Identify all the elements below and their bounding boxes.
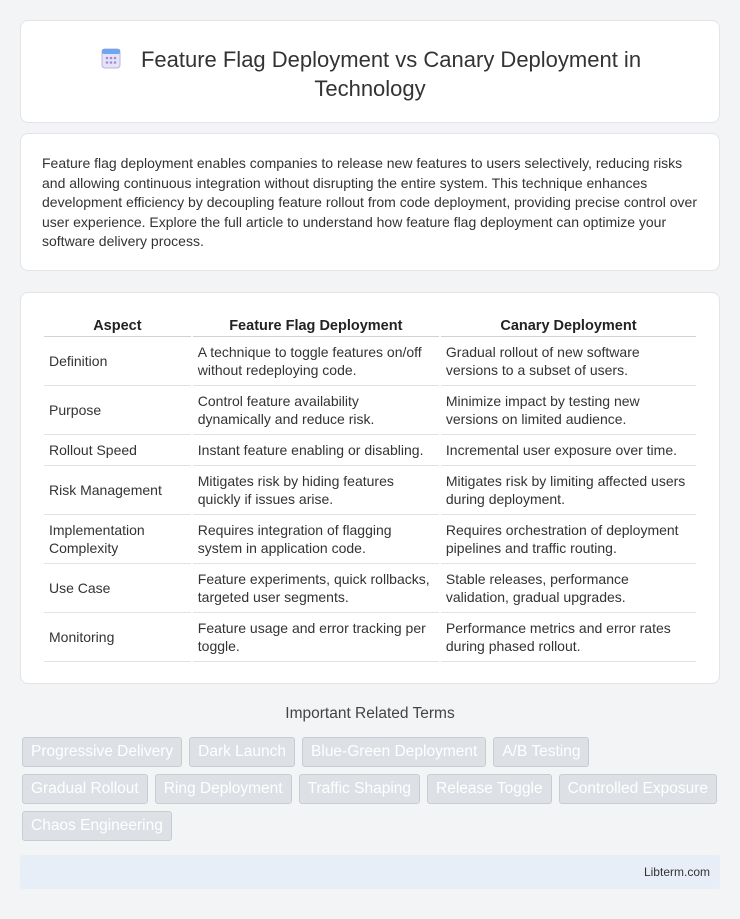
- footer-bar: [20, 855, 720, 889]
- tag-ab-testing[interactable]: A/B Testing: [493, 737, 589, 767]
- table-row: [44, 466, 696, 515]
- cell-aspect: Implementation Complexity: [44, 515, 191, 564]
- page-title: Feature Flag Deployment vs Canary Deployment in Technology: [140, 47, 642, 101]
- header-feature-flag: Feature Flag Deployment: [193, 315, 439, 337]
- tag-controlled-exposure[interactable]: Controlled Exposure: [559, 774, 717, 804]
- cell-feature-flag: Requires integration of flagging system in application code.: [193, 515, 439, 564]
- page-title-wrap: [21, 45, 719, 103]
- cell-feature-flag: Mitigates risk by hiding features quickly if issues arise.: [193, 466, 439, 515]
- cell-canary: Requires orchestration of deployment pipelines and traffic routing.: [441, 515, 696, 564]
- header-aspect: Aspect: [44, 315, 191, 337]
- title-card: [20, 20, 720, 123]
- cell-canary: Gradual rollout of new software versions to a subset of users.: [441, 337, 696, 386]
- table-row: [44, 564, 696, 613]
- cell-aspect: Purpose: [44, 386, 191, 435]
- tag-row: [22, 811, 722, 841]
- intro-card: [20, 133, 720, 271]
- cell-canary: Stable releases, performance validation, gradual upgrades.: [441, 564, 696, 613]
- tag-ring-deployment[interactable]: Ring Deployment: [155, 774, 292, 804]
- table-row: [44, 515, 696, 564]
- related-terms-title: Important Related Terms: [285, 705, 455, 722]
- cell-canary: Incremental user exposure over time.: [441, 435, 696, 466]
- tag-row: [22, 737, 722, 767]
- cell-aspect: Rollout Speed: [44, 435, 191, 466]
- tag-row: [22, 774, 722, 804]
- cell-aspect: Risk Management: [44, 466, 191, 515]
- cell-feature-flag: Feature experiments, quick rollbacks, targeted user segments.: [193, 564, 439, 613]
- document-calendar-icon: [99, 46, 123, 70]
- table-row: [44, 386, 696, 435]
- cell-canary: Minimize impact by testing new versions on limited audience.: [441, 386, 696, 435]
- header-canary: Canary Deployment: [441, 315, 696, 337]
- tag-chaos-engineering[interactable]: Chaos Engineering: [22, 811, 172, 841]
- related-terms-list: [22, 737, 722, 848]
- cell-aspect: Use Case: [44, 564, 191, 613]
- footer-site-link[interactable]: Libterm.com: [643, 865, 710, 879]
- cell-feature-flag: Feature usage and error tracking per toggle.: [193, 613, 439, 662]
- cell-feature-flag: Instant feature enabling or disabling.: [193, 435, 439, 466]
- cell-feature-flag: Control feature availability dynamically and reduce risk.: [193, 386, 439, 435]
- tag-gradual-rollout[interactable]: Gradual Rollout: [22, 774, 148, 804]
- table-row: [44, 613, 696, 662]
- cell-canary: Mitigates risk by limiting affected users during deployment.: [441, 466, 696, 515]
- table-row: [44, 435, 696, 466]
- comparison-table: [42, 315, 698, 662]
- table-header-row: [44, 315, 696, 337]
- comparison-card: [20, 292, 720, 684]
- intro-paragraph: Feature flag deployment enables companies to release new features to users selectively, reducing risks and allowing continuous integration without disrupting the entire system. This technique enhances development efficiency by decoupling feature rollout from code deployment, providing precise control over user experience. Explore the full article to understand how feature flag deployment can optimize your software delivery process.: [42, 155, 697, 249]
- cell-feature-flag: A technique to toggle features on/off without redeploying code.: [193, 337, 439, 386]
- tag-progressive-delivery[interactable]: Progressive Delivery: [22, 737, 182, 767]
- cell-aspect: Definition: [44, 337, 191, 386]
- table-row: [44, 337, 696, 386]
- tag-release-toggle[interactable]: Release Toggle: [427, 774, 552, 804]
- tag-blue-green-deployment[interactable]: Blue-Green Deployment: [302, 737, 486, 767]
- tag-dark-launch[interactable]: Dark Launch: [189, 737, 295, 767]
- cell-aspect: Monitoring: [44, 613, 191, 662]
- cell-canary: Performance metrics and error rates during phased rollout.: [441, 613, 696, 662]
- tag-traffic-shaping[interactable]: Traffic Shaping: [299, 774, 420, 804]
